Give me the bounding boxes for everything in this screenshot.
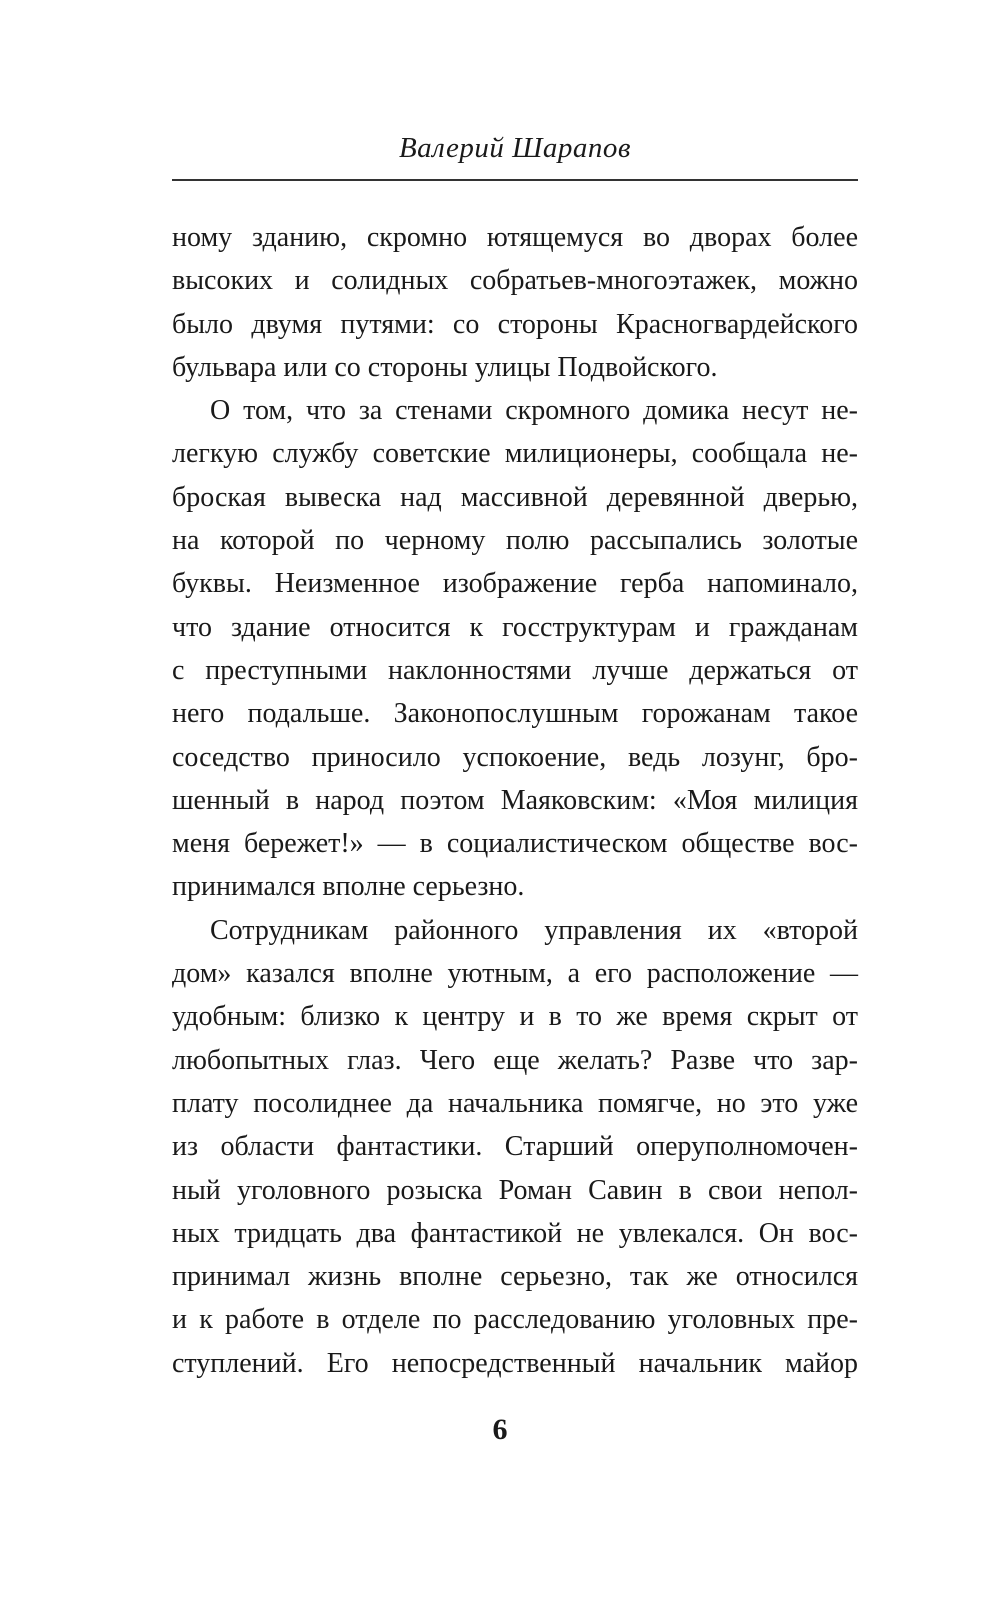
text-line: что здание относится к госструктурам и гражданам	[172, 611, 858, 643]
text-line: шенный в народ поэтом Маяковским: «Моя милиция	[172, 784, 858, 816]
text-line: из области фантастики. Старший оперуполномочен-	[172, 1131, 858, 1163]
text-line: на которой по черному полю рассыпались золотые	[172, 525, 858, 557]
text-line: О том, что за стенами скромного домика несут не-	[210, 395, 858, 427]
text-line: ному зданию, скромно ютящемуся во дворах более	[172, 222, 858, 253]
text-line: ступлений. Его непосредственный начальник майор	[172, 1347, 858, 1379]
text-line: легкую службу советские милиционеры, сообщала не-	[172, 438, 858, 470]
page-number: 6	[492, 1413, 508, 1446]
text-line: броская вывеска над массивной деревянной дверью,	[172, 481, 858, 513]
text-line: высоких и солидных собратьев-многоэтажек, можно	[172, 265, 858, 297]
header-rule	[172, 179, 858, 181]
page-body-text	[172, 216, 858, 1385]
text-line: было двумя путями: со стороны Красногвардейского	[172, 308, 858, 340]
text-line: меня бережет!» — в социалистическом обществе вос-	[172, 828, 858, 860]
text-line: соседство приносило успокоение, ведь лозунг, бро-	[172, 741, 858, 773]
text-line: любопытных глаз. Чего еще желать? Разве что зар-	[172, 1044, 858, 1076]
text-line: дом» казался вполне уютным, а его расположение —	[172, 958, 858, 990]
text-line: и к работе в отделе по расследованию уголовных пре-	[172, 1304, 858, 1336]
text-line: буквы. Неизменное изображение герба напоминало,	[172, 568, 858, 600]
text-line: принимался вполне серьезно.	[172, 871, 525, 903]
running-header-author: Валерий Шарапов	[398, 132, 632, 164]
text-line: бульвара или со стороны улицы Подвойского.	[172, 351, 718, 383]
text-line: ный уголовного розыска Роман Савин в свои непол-	[172, 1174, 858, 1206]
text-line: с преступными наклонностями лучше держаться от	[172, 654, 858, 686]
text-line: Сотрудникам районного управления их «второй	[210, 914, 858, 946]
text-line: принимал жизнь вполне серьезно, так же относился	[172, 1261, 858, 1293]
text-line: удобным: близко к центру и в то же время скрыт от	[172, 1001, 858, 1033]
text-line: ных тридцать два фантастикой не увлекался. Он вос-	[172, 1217, 858, 1249]
text-line: плату посолиднее да начальника помягче, но это уже	[172, 1087, 858, 1119]
text-line: него подальше. Законопослушным горожанам такое	[172, 698, 858, 730]
